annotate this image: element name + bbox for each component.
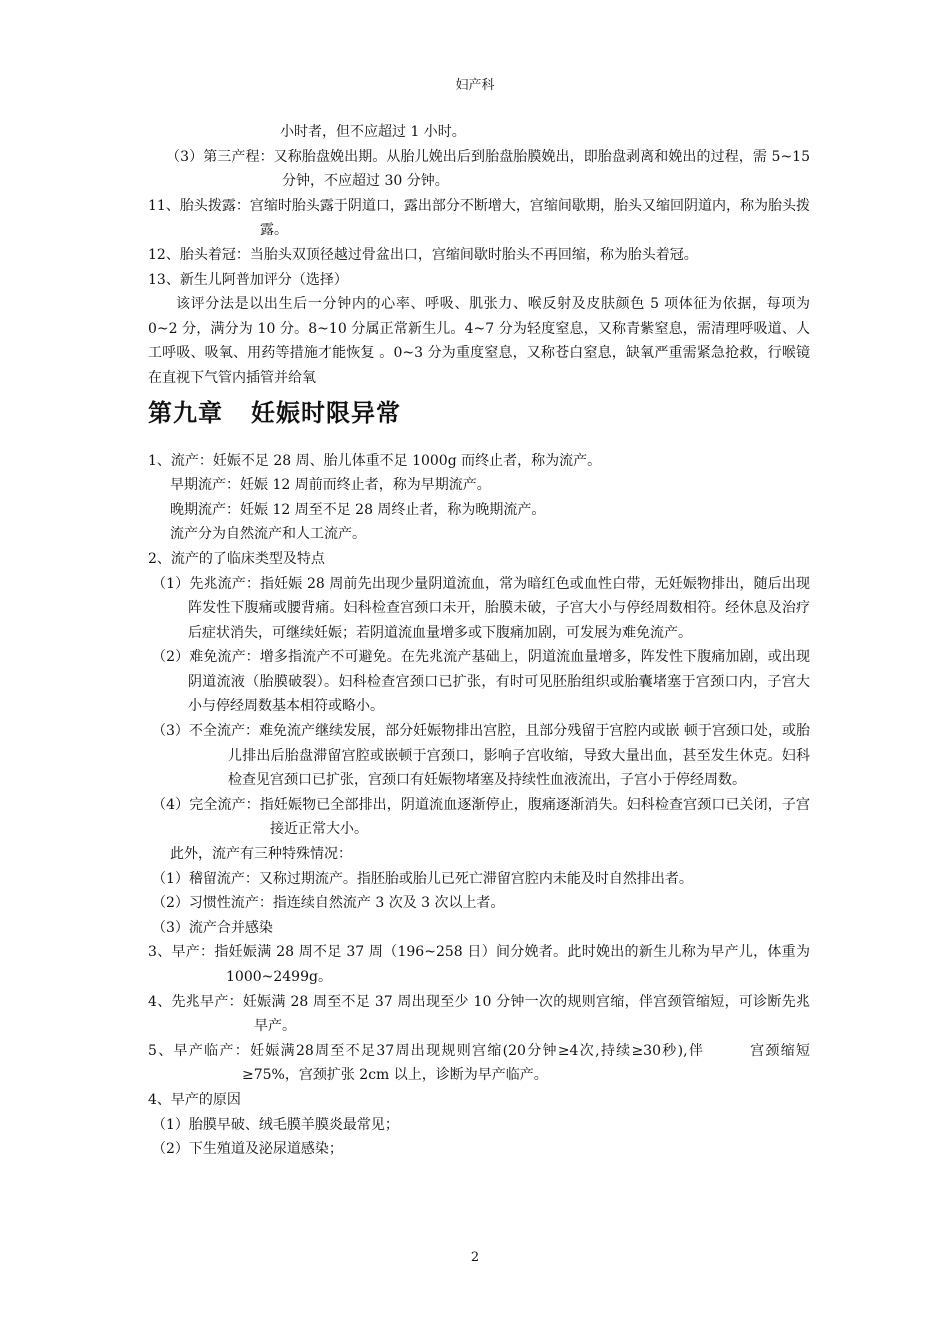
- missed-abortion: （1）稽留流产：又称过期流产。指胚胎或胎儿已死亡滞留宫腔内未能及时自然排出者。: [152, 870, 693, 887]
- threatened-abortion: （1）先兆流产：指妊娠 28 周前先出现少量阴道流血，常为暗红色或血性白带，无妊娠物排出，随后出现阵发性下腹痛或腰背痛。妇科检查宫颈口未开，胎膜未破，子宫大小与停经周数相符。经休息及治疗后症状消失，可继续妊娠；若阴道流血量增多或下腹痛加剧，可发展为难免流产。: [152, 575, 810, 641]
- chapter-number: 第九章: [148, 397, 223, 427]
- septic-abortion: （3）流产合并感染: [152, 919, 273, 936]
- item-11-paragraph: 11、胎头拨露：宫缩时胎头露于阴道口，露出部分不断增大，宫缩间歇期，胎头又缩回阴道内，称为胎头拨露。: [148, 197, 810, 239]
- stage-three-paragraph: （3）第三产程：又称胎盘娩出期。从胎儿娩出后到胎盘胎膜娩出，即胎盘剥离和娩出的过程，需 5~15 分钟，不应超过 30 分钟。: [166, 148, 810, 190]
- incomplete-abortion: （3）不全流产：难免流产继续发展，部分妊娠物排出宫腔，且部分残留于宫腔内或嵌 顿于宫颈口处，或胎儿排出后胎盘滞留宫腔或嵌顿于宫颈口，影响子宫收缩，导致大量出血，甚至发生休克。妇科检查见宫颈口已扩张，宫颈口有妊娠物堵塞及持续性血液流出，子宫小于停经周数。: [152, 723, 810, 789]
- preterm-birth-definition: 3、早产：指妊娠满 28 周不足 37 周（196~258 日）间分娩者。此时娩出的新生儿称为早产儿，体重为 1000~2499g。: [148, 944, 810, 985]
- abortion-definition: 1、流产：妊娠不足 28 周、胎儿体重不足 1000g 而终止者，称为流产。: [148, 452, 602, 469]
- text-line: 小时者，但不应超过 1 小时。: [280, 124, 466, 140]
- special-cases-heading: 此外，流产有三种特殊情况：: [170, 846, 352, 863]
- preterm-causes-heading: 4、早产的原因: [148, 1091, 241, 1108]
- apgar-paragraph: 该评分法是以出生后一分钟内的心率、呼吸、肌张力、喉反射及皮肤颜色 5 项体征为依据，每项为 0~2 分，满分为 10 分。8~10 分属正常新生儿。4~7 分为轻度窒息，又称青紫窒息，需清理呼吸道、人工呼吸、吸氧、用药等措施才能恢复 。0~3 分为重度窒息，又称苍白窒息，缺氧严重需紧急抢救，行喉镜在直视下气管内插管并给氧: [148, 296, 810, 386]
- threatened-preterm: 4、先兆早产：妊娠满 28 周至不足 37 周出现至少 10 分钟一次的规则宫缩，伴宫颈管缩短，可诊断先兆早产。: [148, 993, 810, 1035]
- cause-item-2: （2）下生殖道及泌尿道感染；: [152, 1141, 343, 1158]
- clinical-types-heading: 2、流产的了临床类型及特点: [148, 550, 325, 567]
- cause-item-1: （1）胎膜早破、绒毛膜羊膜炎最常见；: [152, 1116, 399, 1133]
- complete-abortion: （4）完全流产：指妊娠物已全部排出，阴道流血逐渐停止，腹痛逐渐消失。妇科检查宫颈口已关闭，子宫接近正常大小。: [152, 796, 810, 838]
- page-header: 妇产科: [455, 78, 495, 93]
- chapter-name: 妊娠时限异常: [251, 397, 401, 427]
- abortion-types: 流产分为自然流产和人工流产。: [170, 526, 366, 543]
- item-12-paragraph: 12、胎头着冠：当胎头双顶径越过骨盆出口，宫缩间歇时胎头不再回缩，称为胎头着冠。: [148, 246, 698, 263]
- habitual-abortion: （2）习惯性流产：指连续自然流产 3 次及 3 次以上者。: [152, 895, 505, 912]
- late-abortion: 晚期流产：妊娠 12 周至不足 28 周终止者，称为晚期流产。: [170, 501, 546, 518]
- item-13-heading: 13、新生儿阿普加评分（选择）: [148, 271, 348, 288]
- page-number: 2: [470, 1250, 480, 1265]
- chapter-title: [148, 391, 810, 435]
- preterm-labor: 5、早产临产：妊娠满28周至不足37周出现规则宫缩(20分钟≥4次,持续≥30秒),伴 宫颈缩短≥75%，宫颈扩张 2cm 以上，诊断为早产临产。: [148, 1042, 810, 1084]
- document-body: [148, 120, 810, 1162]
- inevitable-abortion: （2）难免流产：增多指流产不可避免。在先兆流产基础上，阴道流血量增多，阵发性下腹痛加剧，或出现阴道流液（胎膜破裂）。妇科检查宫颈口已扩张，有时可见胚胎组织或胎囊堵塞于宫颈口内，子宫大小与停经周数基本相符或略小。: [152, 649, 810, 715]
- early-abortion: 早期流产：妊娠 12 周前而终止者，称为早期流产。: [170, 477, 491, 494]
